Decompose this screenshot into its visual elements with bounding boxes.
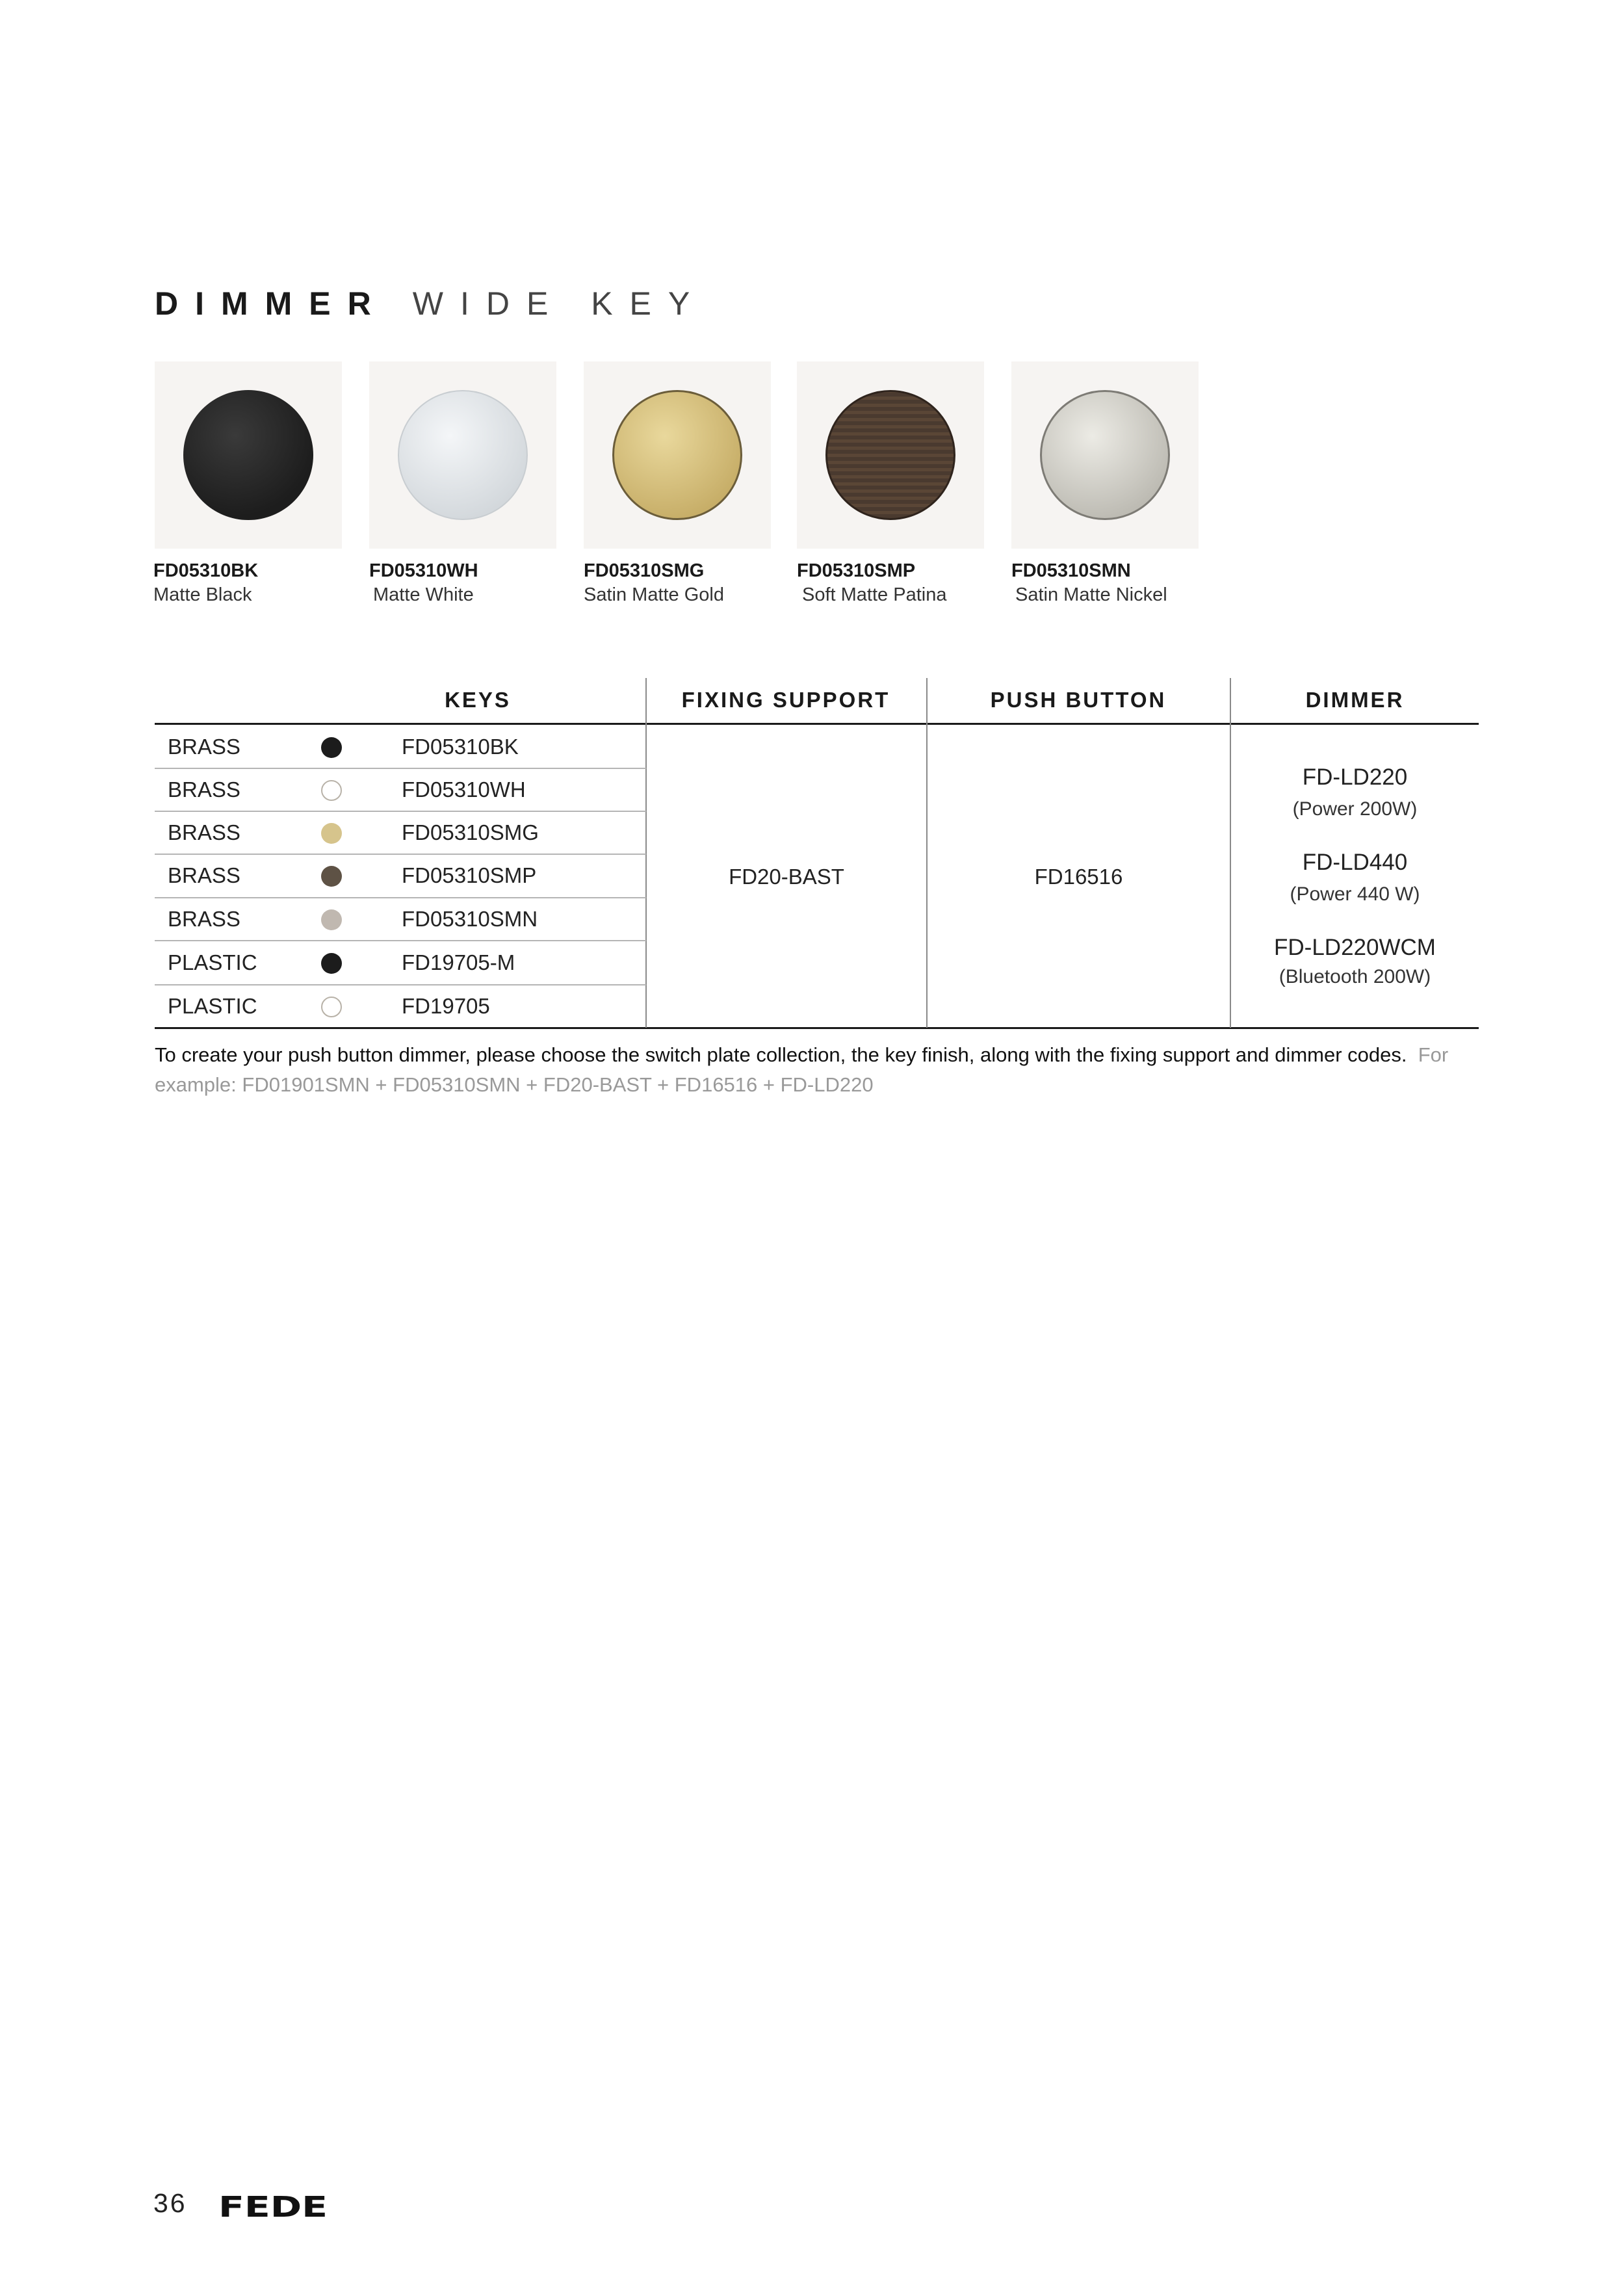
swatch-code: FD05310BK bbox=[153, 560, 259, 581]
swatch-code: FD05310SMN bbox=[1011, 560, 1131, 581]
table-header-rule bbox=[155, 723, 1479, 725]
swatch-caption bbox=[1011, 560, 1226, 606]
table-row bbox=[155, 898, 646, 941]
finish-dot bbox=[321, 909, 342, 930]
dimmer-power: (Power 200W) bbox=[1292, 798, 1418, 820]
page-title bbox=[155, 285, 707, 322]
row-material: BRASS bbox=[168, 735, 240, 759]
swatch-code: FD05310WH bbox=[369, 560, 478, 581]
swatch-caption bbox=[584, 560, 798, 606]
row-key-code: FD05310SMG bbox=[402, 820, 539, 844]
row-material: BRASS bbox=[168, 907, 240, 931]
table-row bbox=[155, 941, 646, 984]
row-key-code: FD05310WH bbox=[402, 777, 526, 802]
row-key-code: FD05310SMN bbox=[402, 907, 538, 931]
swatch-name: Soft Matte Patina bbox=[802, 584, 947, 605]
row-material: BRASS bbox=[168, 863, 240, 887]
finish-dot bbox=[321, 997, 342, 1017]
dimmer-power: (Power 440 W) bbox=[1290, 883, 1420, 905]
table-row bbox=[155, 985, 646, 1028]
row-material: BRASS bbox=[168, 777, 240, 802]
instruction-note bbox=[155, 1040, 1479, 1100]
title-bold: DIMMER bbox=[155, 285, 388, 322]
swatch-caption bbox=[369, 560, 584, 606]
note-text: To create your push button dimmer, please choose the switch plate collection, the key finish, along with the fixing support and dimmer codes. bbox=[155, 1043, 1407, 1066]
dimmer-code: FD-LD440 bbox=[1302, 850, 1408, 875]
dimmer-option bbox=[1231, 764, 1479, 820]
dimmer-code: FD-LD220WCM bbox=[1274, 935, 1436, 960]
finish-dot bbox=[321, 866, 342, 887]
finish-dot bbox=[321, 823, 342, 844]
finish-disc bbox=[183, 390, 313, 520]
header-fixing-support: FIXING SUPPORT bbox=[681, 688, 890, 712]
finish-disc bbox=[612, 390, 742, 520]
finish-disc bbox=[1040, 390, 1170, 520]
swatch-matte-white bbox=[369, 361, 556, 549]
row-key-code: FD19705 bbox=[402, 994, 490, 1018]
row-material: PLASTIC bbox=[168, 950, 257, 974]
swatch-satin-matte-gold bbox=[584, 361, 771, 549]
dimmer-code: FD-LD220 bbox=[1302, 764, 1408, 790]
swatch-code: FD05310SMG bbox=[584, 560, 705, 581]
title-light: WIDE KEY bbox=[412, 285, 707, 322]
push-button-code: FD16516 bbox=[1034, 865, 1123, 889]
swatch-matte-black bbox=[155, 361, 342, 549]
fixing-support-code: FD20-BAST bbox=[729, 865, 844, 889]
row-material: PLASTIC bbox=[168, 994, 257, 1018]
finish-dot bbox=[321, 780, 342, 801]
swatch-caption bbox=[153, 560, 368, 606]
row-material: BRASS bbox=[168, 820, 240, 844]
logo-text: FEDE bbox=[218, 2193, 328, 2219]
table-row bbox=[155, 811, 646, 854]
finish-dot bbox=[321, 737, 342, 758]
finish-dot bbox=[321, 953, 342, 974]
table-row bbox=[155, 725, 646, 768]
column-divider bbox=[926, 678, 928, 1028]
fede-logo bbox=[218, 2193, 329, 2219]
table-row bbox=[155, 768, 646, 811]
swatch-name: Satin Matte Nickel bbox=[1015, 584, 1167, 605]
dimmer-option bbox=[1231, 850, 1479, 906]
swatch-code: FD05310SMP bbox=[797, 560, 916, 581]
header-keys: KEYS bbox=[445, 688, 511, 712]
dimmer-power: (Bluetooth 200W) bbox=[1279, 966, 1431, 987]
row-key-code: FD19705-M bbox=[402, 950, 515, 974]
row-key-code: FD05310BK bbox=[402, 735, 519, 759]
finish-disc bbox=[825, 390, 955, 520]
swatch-name: Matte White bbox=[373, 584, 474, 605]
table-row bbox=[155, 854, 646, 897]
note-example: For example: FD01901SMN + FD05310SMN + FD20-BAST + FD16516 + FD-LD220 bbox=[155, 1043, 1449, 1096]
page-number: 36 bbox=[153, 2188, 187, 2218]
row-key-code: FD05310SMP bbox=[402, 863, 537, 887]
header-push-button: PUSH BUTTON bbox=[990, 688, 1167, 712]
dimmer-option bbox=[1231, 935, 1479, 988]
swatch-soft-matte-patina bbox=[797, 361, 984, 549]
swatch-satin-matte-nickel bbox=[1011, 361, 1199, 549]
finish-disc bbox=[398, 390, 528, 520]
swatch-name: Satin Matte Gold bbox=[584, 584, 724, 605]
swatch-name: Matte Black bbox=[153, 584, 252, 605]
header-dimmer: DIMMER bbox=[1305, 688, 1405, 712]
swatch-caption bbox=[797, 560, 1011, 606]
